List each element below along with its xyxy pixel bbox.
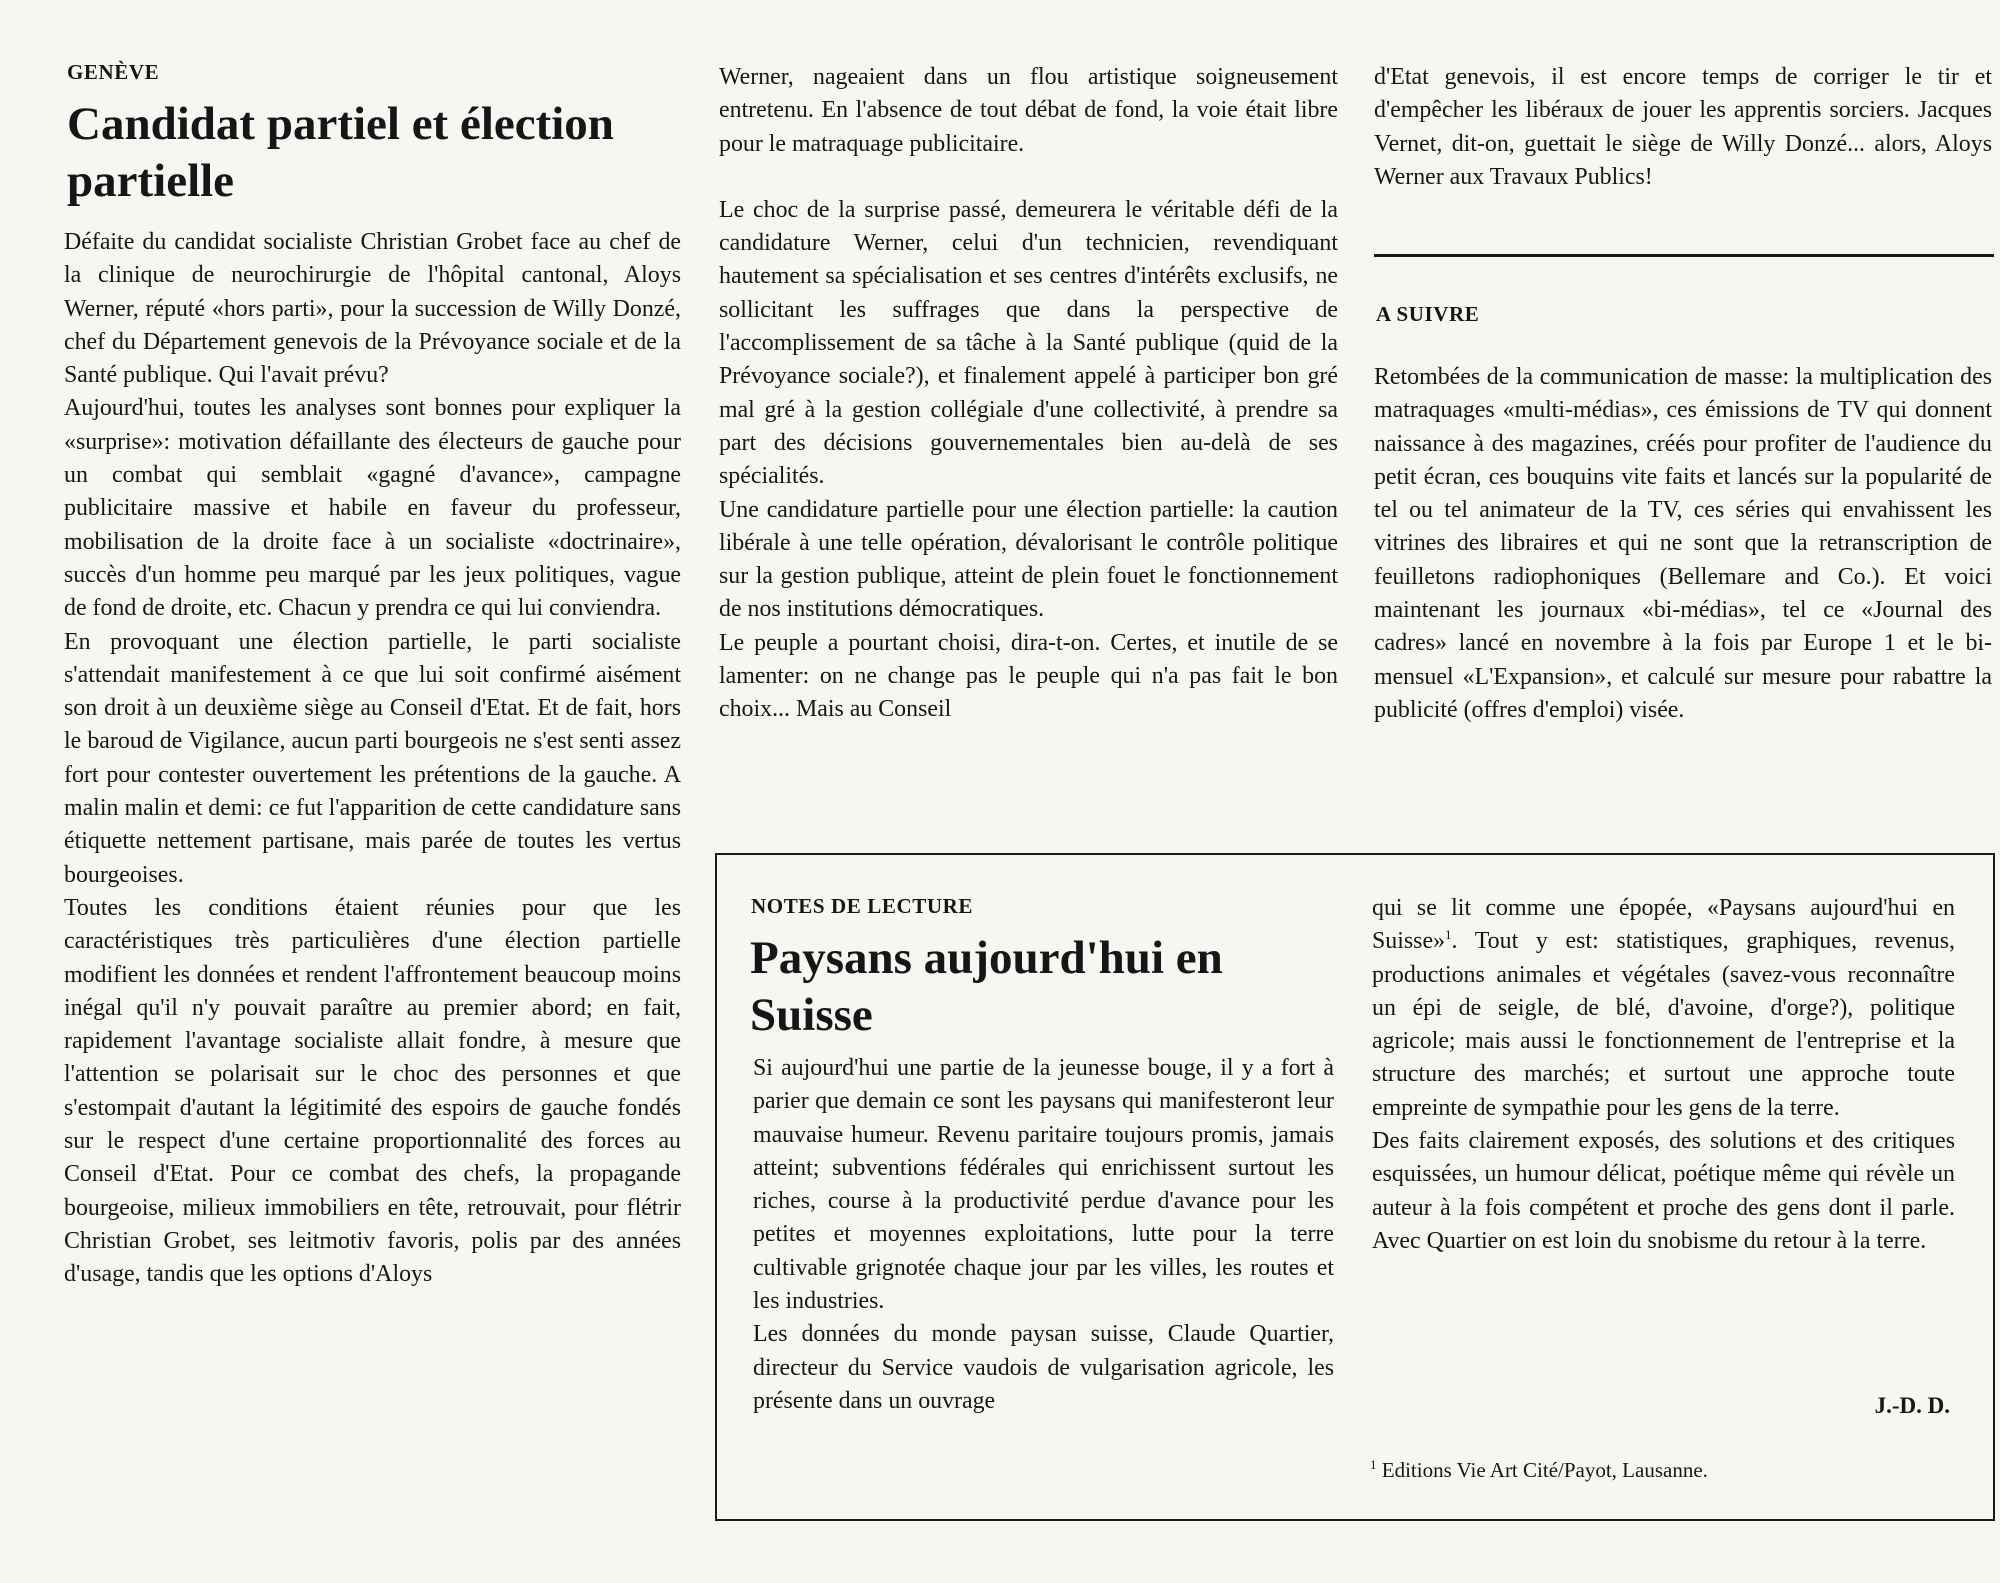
paragraph: d'Etat genevois, il est encore temps de corriger le tir et d'empêcher les libéraux de jouer les apprentis sorciers. Jacques Vernet, dit-on, guettait le siège de Willy Donzé... alors, Aloys Werner aux Travaux Publics! xyxy=(1374,64,1992,190)
article1-column-3 xyxy=(1374,61,1992,194)
author-signature: J.-D. D. xyxy=(1874,1393,1950,1418)
paragraph: Les données du monde paysan suisse, Claude Quartier, directeur du Service vaudois de vulgarisation agricole, les présente dans un ouvrage xyxy=(753,1321,1334,1414)
paragraph: Une candidature partielle pour une élection partielle: la caution libérale à une telle opération, dévalorisant le contrôle politique sur la gestion publique, atteint de plein fouet le fonctionnement de nos institutions démocratiques. xyxy=(719,496,1338,623)
text-run: . Tout y est: statistiques, graphiques, revenus, productions animales et végétales (savez-vous reconnaître un épi de seigle, de blé, d'avoine, d'orge?), politique agricole; mais aussi le fonctionnement de l'entreprise et la structure des marchés; et surtout une approche toute empreinte de sympathie pour les gens de la terre. xyxy=(1372,928,1955,1121)
section-kicker-notes-de-lecture: NOTES DE LECTURE xyxy=(751,894,973,918)
book-review-right-column xyxy=(1372,892,1955,1258)
footnote xyxy=(1370,1458,1955,1483)
section-divider xyxy=(1374,254,1994,257)
paragraph: Des faits clairement exposés, des solutions et des critiques esquissées, un humour délicat, poétique même qui révèle un auteur à la fois compétent et proche des gens dont il parle. Avec Quartier on est loin du snobisme du retour à la terre. xyxy=(1372,1128,1955,1254)
footnote-mark: 1 xyxy=(1370,1457,1377,1472)
article2-body xyxy=(1374,361,1992,727)
section-kicker-geneve: GENÈVE xyxy=(67,60,160,84)
paragraph: En provoquant une élection partielle, le parti socialiste s'attendait manifestement à ce que lui soit confirmé aisément son droit à un deuxième siège au Conseil d'Etat. Et de fait, hors le baroud de Vigilance, aucun parti bourgeois ne s'est senti assez fort pour contester ouvertement les prétentions de la gauche. A malin malin et demi: ce fut l'apparition de cette candidature sans étiquette nettement partisane, mais parée de toutes les vertus bourgeoises. xyxy=(64,628,681,888)
paragraph: Le choc de la surprise passé, demeurera le véritable défi de la candidature Werner, celui d'un technicien, revendiquant hautement sa spécialisation et ses centres d'intérêts exclusifs, ne sollicitant les suffrages que dans la perspective de l'accomplissement de sa tâche à la Santé publique (quid de la Prévoyance sociale?), et finalement appelé à participer bon gré mal gré à la gestion collégiale d'une collectivité, à prendre sa part des décisions gouvernementales bien au-delà de ses spécialités. xyxy=(719,196,1338,490)
article1-column-1 xyxy=(64,226,681,1292)
footnote-text: Editions Vie Art Cité/Payot, Lausanne. xyxy=(1381,1458,1708,1482)
paragraph: Le peuple a pourtant choisi, dira-t-on. Certes, et inutile de se lamenter: on ne change pas le peuple qui n'a pas fait le bon choix... Mais au Conseil xyxy=(719,629,1338,723)
book-review-headline: Paysans aujourd'hui en Suisse xyxy=(750,932,1223,1041)
paragraph: Aujourd'hui, toutes les analyses sont bonnes pour expliquer la «surprise»: motivation défaillante des électeurs de gauche pour un combat qui semblait «gagné d'avance», campagne publicitaire massive et habile en faveur du professeur, mobilisation de la droite face à un socialiste «doctrinaire», succès d'un homme peu marqué par les jeux politiques, vague de fond de droite, etc. Chacun y prendra ce qui lui conviendra. xyxy=(64,395,681,622)
paragraph: Défaite du candidat socialiste Christian Grobet face au chef de la clinique de neurochirurgie de l'hôpital cantonal, Aloys Werner, réputé «hors parti», pour la succession de Willy Donzé, chef du Département genevois de la Prévoyance sociale et de la Santé publique. Qui l'avait prévu? xyxy=(64,229,681,389)
article1-column-2 xyxy=(719,61,1338,727)
paragraph: Toutes les conditions étaient réunies pour que les caractéristiques très particulières d'une élection partielle modifient les données et rendent l'affrontement beaucoup moins inégal qu'il n'y pouvait paraître au premier abord; en fait, rapidement l'avantage socialiste allait fondre, à mesure que l'attention se polarisait sur le choc des personnes et que s'estompait d'autant la légitimité des espoirs de gauche fondés sur le respect d'une certaine proportionnalité des forces au Conseil d'Etat. Pour ce combat des chefs, la propagande bourgeoise, milieux immobiliers en tête, retrouvait, pour flétrir Christian Grobet, ses leitmotiv favoris, polis par des années d'usage, tandis que les options d'Aloys xyxy=(64,894,681,1288)
book-review-left-column xyxy=(753,1052,1334,1418)
paragraph: Si aujourd'hui une partie de la jeunesse bouge, il y a fort à parier que demain ce sont les paysans qui manifesteront leur mauvaise humeur. Revenu paritaire toujours promis, jamais atteint; subventions fédérales qui enrichissent surtout les riches, course à la productivité perdue d'avance pour les petites et moyennes exploitations, lutte pour la terre cultivable grignotée chaque jour par les villes, les routes et les industries. xyxy=(753,1055,1334,1315)
text-run: qui se lit comme une épopée, «Paysans aujourd'hui en Suisse» xyxy=(1372,895,1955,955)
article-headline: Candidat partiel et élection partielle xyxy=(67,98,614,207)
paragraph xyxy=(1372,892,1955,1125)
paragraph: Retombées de la communication de masse: la multiplication des matraquages «multi-médias», ces émissions de TV qui donnent naissance à des magazines, créés pour profiter de l'audience du petit écran, ces bouquins vite faits et lancés sur la popularité de tel ou tel animateur de la TV, ces séries qui envahissent les vitrines des libraires et qui ne sont que la retranscription de feuilletons radiophoniques (Bellemare and Co.). Et voici maintenant les journaux «bi-médias», tel ce «Journal des cadres» lancé en novembre à la fois par Europe 1 et le bi-mensuel «L'Expansion», et calculé sur mesure pour rabattre la publicité (offres d'emploi) visée. xyxy=(1374,364,1992,723)
footnote-reference: 1 xyxy=(1445,927,1452,943)
section-kicker-a-suivre: A SUIVRE xyxy=(1376,302,1480,326)
paragraph: Werner, nageaient dans un flou artistique soigneusement entretenu. En l'absence de tout débat de fond, la voie était libre pour le matraquage publicitaire. xyxy=(719,64,1338,157)
